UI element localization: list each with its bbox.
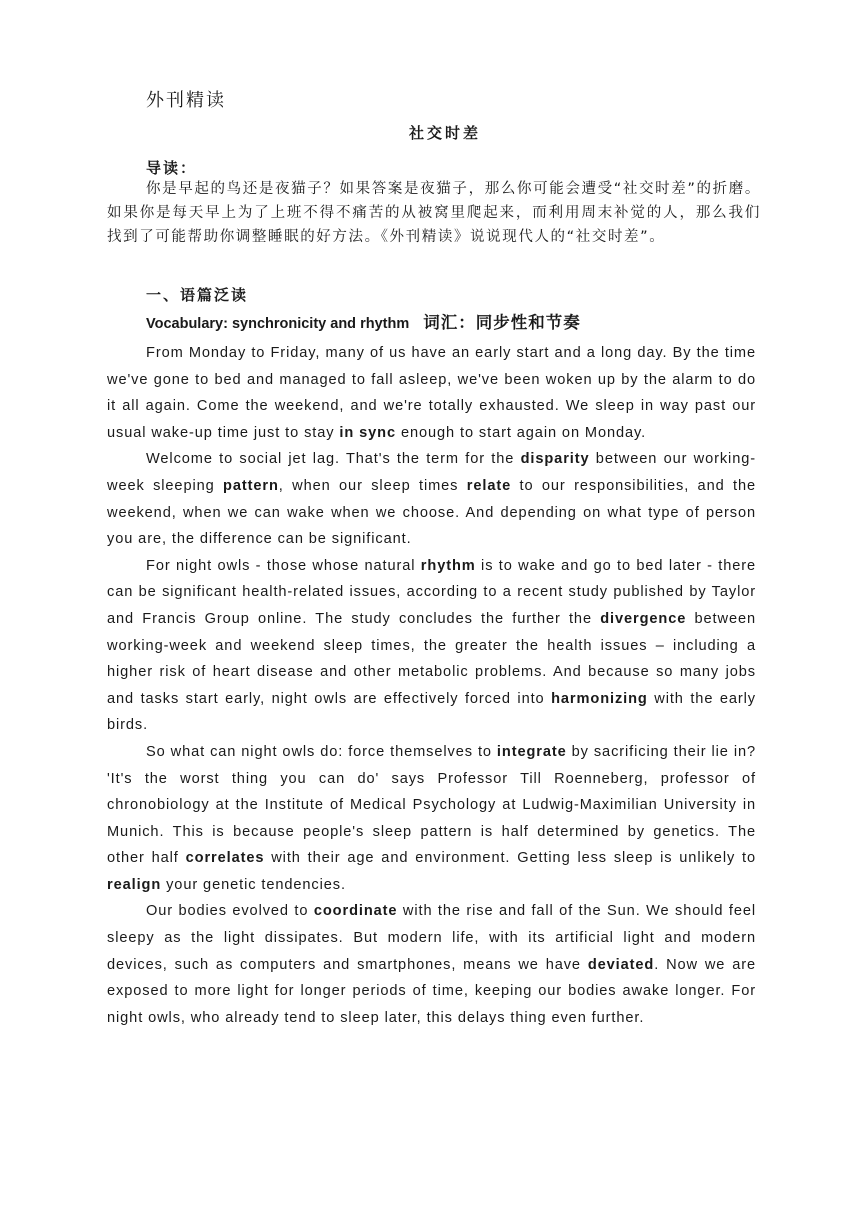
text-run: between our working-week sleeping — [107, 451, 756, 494]
text-run: is to wake and go to bed later - there can be significant health-related issues, according to a recent study published by Taylor and Francis Group online. The study concludes the further the — [107, 557, 757, 627]
text-run: with the rise and fall of the Sun. We should feel sleepy as the light dissipates. But modern life, with its artificial light and modern devices, such as computers and smartphones, means we have — [107, 903, 756, 973]
text-run: . Now we are exposed to more light for longer periods of time, keeping our bodies awake longer. For night owls, who already tend to sleep later, this delays thing even further. — [107, 956, 756, 1026]
keyword-harmonizing: harmonizing — [551, 690, 648, 707]
keyword-pattern: pattern — [223, 477, 279, 494]
keyword-rhythm: rhythm — [420, 557, 476, 574]
text-run: to our responsibilities, and the weekend, when we can wake when we choose. And depending on what type of person you are, the difference can be significant. — [107, 477, 756, 548]
text-run: with their age and environment. Getting less sleep is unlikely to — [264, 850, 756, 867]
text-run: with the early birds. — [107, 690, 756, 734]
keyword-correlates: correlates — [185, 850, 265, 867]
intro-label: 导读： — [146, 159, 198, 177]
keyword-divergence: divergence — [600, 610, 687, 627]
keyword-deviated: deviated — [587, 956, 655, 973]
keyword-relate: relate — [466, 477, 512, 494]
text-run: For night owls - those whose natural — [146, 557, 421, 574]
article-paragraph-5 — [107, 898, 756, 1031]
article-paragraph-4 — [107, 739, 756, 899]
keyword-integrate: integrate — [496, 743, 567, 760]
text-run: by sacrificing their lie in? 'It's the worst thing you can do' says Professor Till Roenneberg, professor of chronobiology at the Institute of Medical Psychology at Ludwig-Maximilian University in Munich. This is because people's sleep pattern is half determined by genetics. The other half — [107, 743, 756, 867]
keyword-coordinate: coordinate — [313, 903, 398, 920]
vocabulary-heading-en: Vocabulary: synchronicity and rhythm — [146, 316, 410, 332]
text-run: From Monday to Friday, many of us have an early start and a long day. By the time we've gone to bed and managed to fall asleep, we've been woken up by the alarm to do it all again. Come the weekend, and we're totally exhausted. We sleep in way past our usual wake-up time just to stay — [107, 345, 756, 441]
article-body — [107, 340, 756, 1031]
header-title: 外刊精读 — [146, 90, 226, 111]
keyword-disparity: disparity — [520, 451, 590, 468]
text-run: between working-week and weekend sleep times, the greater the health issues – including a higher risk of heart disease and other metabolic problems. And because so many jobs and tasks start early, night owls are effectively forced into — [107, 610, 756, 707]
vocabulary-heading — [146, 309, 581, 333]
article-paragraph-3 — [107, 553, 756, 739]
section-heading: 一、语篇泛读 — [146, 286, 249, 304]
text-run: Welcome to social jet lag. That's the term for the — [146, 451, 521, 468]
keyword-realign: realign — [107, 876, 162, 893]
text-run: So what can night owls do: force themselves to — [146, 743, 497, 760]
text-run: Our bodies evolved to — [146, 903, 314, 920]
vocabulary-heading-cn: 词汇：同步性和节奏 — [423, 313, 581, 332]
text-run: your genetic tendencies. — [161, 876, 346, 893]
keyword-in-sync: in sync — [339, 424, 396, 441]
intro-paragraph: 你是早起的鸟还是夜猫子？如果答案是夜猫子，那么你可能会遭受“社交时差”的折磨。如果你是每天早上为了上班不得不痛苦的从被窝里爬起来，而利用周末补觉的人，那么我们找到了可能帮助你调整睡眠的好方法。《外刊精读》说说现代人的“社交时差”。 — [107, 181, 761, 245]
article-paragraph-2 — [107, 446, 756, 552]
text-run: enough to start again on Monday. — [396, 424, 647, 441]
document-title: 社交时差 — [408, 124, 481, 142]
text-run: , when our sleep times — [278, 477, 467, 494]
article-paragraph-1 — [107, 340, 756, 446]
